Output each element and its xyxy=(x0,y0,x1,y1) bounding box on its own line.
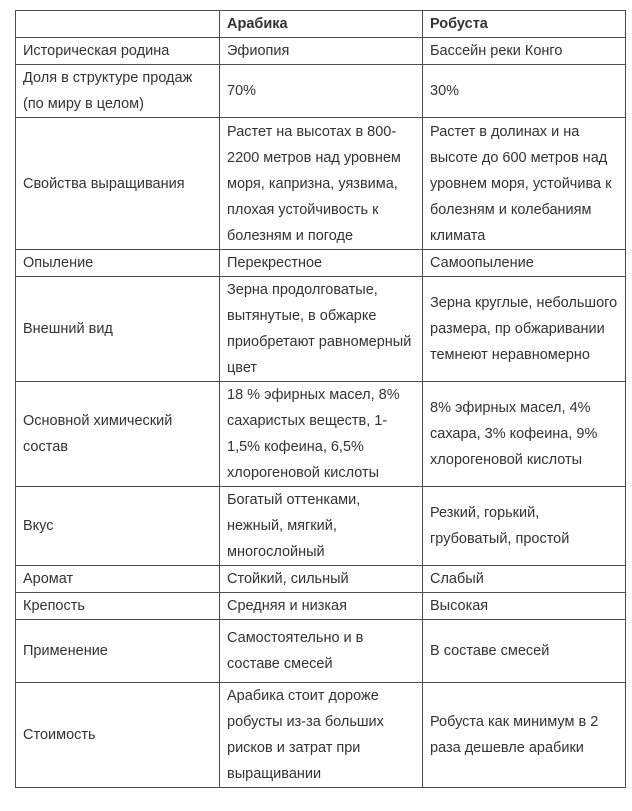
arabica-cell: Арабика стоит дороже робусты из-за больших рисков и затрат при выращивании xyxy=(220,683,423,788)
robusta-cell: Самоопыление xyxy=(423,250,626,277)
robusta-cell: 8% эфирных масел, 4% сахара, 3% кофеина, 9% хлорогеновой кислоты xyxy=(423,382,626,487)
robusta-cell: В составе смесей xyxy=(423,620,626,683)
row-label: Аромат xyxy=(16,566,220,593)
robusta-cell: Резкий, горький, грубоватый, простой xyxy=(423,487,626,566)
table-row xyxy=(16,593,626,620)
table-row xyxy=(16,620,626,683)
arabica-cell: Растет на высотах в 800-2200 метров над уровнем моря, капризна, уязвима, плохая устойчивость к болезням и погоде xyxy=(220,118,423,250)
row-label: Доля в структуре продаж (по миру в целом) xyxy=(16,65,220,118)
header-arabica: Арабика xyxy=(220,11,423,38)
coffee-comparison-table xyxy=(15,10,626,788)
row-label: Историческая родина xyxy=(16,38,220,65)
table-row xyxy=(16,566,626,593)
row-label: Свойства выращивания xyxy=(16,118,220,250)
table-row xyxy=(16,487,626,566)
robusta-cell: Робуста как минимум в 2 раза дешевле арабики xyxy=(423,683,626,788)
table-row xyxy=(16,683,626,788)
arabica-cell: Самостоятельно и в составе смесей xyxy=(220,620,423,683)
table-row xyxy=(16,118,626,250)
row-label: Вкус xyxy=(16,487,220,566)
table-row xyxy=(16,250,626,277)
arabica-cell: Зерна продолговатые, вытянутые, в обжарке приобретают равномерный цвет xyxy=(220,277,423,382)
arabica-cell: Эфиопия xyxy=(220,38,423,65)
robusta-cell: 30% xyxy=(423,65,626,118)
row-label: Внешний вид xyxy=(16,277,220,382)
arabica-cell: Стойкий, сильный xyxy=(220,566,423,593)
robusta-cell: Слабый xyxy=(423,566,626,593)
table-row xyxy=(16,65,626,118)
row-label: Опыление xyxy=(16,250,220,277)
comparison-document xyxy=(15,10,625,788)
row-label: Применение xyxy=(16,620,220,683)
table-header-row xyxy=(16,11,626,38)
robusta-cell: Бассейн реки Конго xyxy=(423,38,626,65)
table-row xyxy=(16,38,626,65)
arabica-cell: Средняя и низкая xyxy=(220,593,423,620)
row-label: Крепость xyxy=(16,593,220,620)
arabica-cell: Богатый оттенками, нежный, мягкий, многослойный xyxy=(220,487,423,566)
robusta-cell: Зерна круглые, небольшого размера, пр обжаривании темнеют неравномерно xyxy=(423,277,626,382)
arabica-cell: Перекрестное xyxy=(220,250,423,277)
arabica-cell: 18 % эфирных масел, 8% сахаристых веществ, 1-1,5% кофеина, 6,5% хлорогеновой кислоты xyxy=(220,382,423,487)
robusta-cell: Растет в долинах и на высоте до 600 метров над уровнем моря, устойчива к болезням и колебаниям климата xyxy=(423,118,626,250)
robusta-cell: Высокая xyxy=(423,593,626,620)
row-label: Основной химический состав xyxy=(16,382,220,487)
header-robusta: Робуста xyxy=(423,11,626,38)
arabica-cell: 70% xyxy=(220,65,423,118)
header-empty-cell xyxy=(16,11,220,38)
row-label: Стоимость xyxy=(16,683,220,788)
table-row xyxy=(16,277,626,382)
table-row xyxy=(16,382,626,487)
